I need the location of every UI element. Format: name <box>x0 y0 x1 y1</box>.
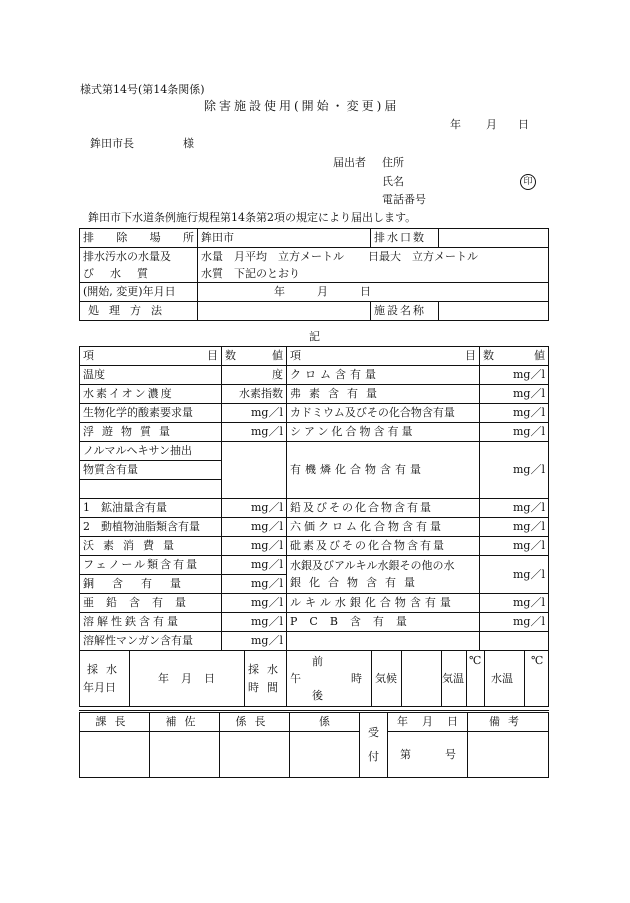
remarks-label: 備考 <box>468 712 549 732</box>
left-item: 温度 <box>80 366 222 385</box>
water-values[interactable]: 水量 月平均 立方メートル 日最大 立方メートル 水質 下記のとおり <box>198 248 549 283</box>
statement: 鉾田市下水道条例施行規程第14条第2項の規定により届出します。 <box>88 211 417 224</box>
chief-label: 課長 <box>80 712 150 732</box>
left-item: 1 鉱油量含有量 <box>80 499 222 518</box>
remarks-value[interactable] <box>468 732 549 778</box>
info-table <box>79 228 549 321</box>
staff-label: 係 <box>290 712 360 732</box>
sampling-time-value[interactable]: 前 午 時 後 <box>287 651 372 707</box>
section-chief-stamp[interactable] <box>220 732 290 778</box>
right-item: 弗素含有量 <box>287 385 480 404</box>
right-item: 鉛及びその化合物含有量 <box>287 499 480 518</box>
header-value-right: 数 値 <box>480 347 549 366</box>
left-item: 溶解性マンガン含有量 <box>80 632 222 651</box>
left-unit[interactable]: mg／l <box>222 537 287 556</box>
left-item: 銅含有量 <box>80 575 222 594</box>
left-unit[interactable]: mg／l <box>222 613 287 632</box>
right-unit[interactable]: mg／l <box>480 499 549 518</box>
right-item: クロム含有量 <box>287 366 480 385</box>
outlet-value[interactable] <box>439 229 549 248</box>
right-unit[interactable]: mg／l <box>480 594 549 613</box>
right-item: 有機燐化合物含有量 <box>287 442 480 499</box>
weather-label: 気候 <box>372 651 402 707</box>
right-unit[interactable]: mg／l <box>480 613 549 632</box>
water-temp-value[interactable]: ℃ <box>525 651 549 707</box>
sampling-date-value[interactable]: 年 月 日 <box>130 651 245 707</box>
section-chief-label: 係長 <box>220 712 290 732</box>
method-label: 処理方法 <box>80 302 198 321</box>
right-unit[interactable]: mg／l <box>480 366 549 385</box>
water-temp-label: 水温 <box>485 651 525 707</box>
applicant-address-label: 住所 <box>382 156 404 169</box>
outlet-label: 排水口数 <box>371 229 439 248</box>
right-unit[interactable]: mg／l <box>480 518 549 537</box>
left-item: 沃素消費量 <box>80 537 222 556</box>
left-unit[interactable] <box>222 442 287 499</box>
facility-value[interactable] <box>439 302 549 321</box>
received-label: 受 付 <box>360 712 388 778</box>
facility-label: 施設名称 <box>371 302 439 321</box>
method-value[interactable] <box>198 302 371 321</box>
left-unit[interactable]: mg／l <box>222 556 287 575</box>
right-item-empty <box>287 632 480 651</box>
left-item: 溶解性鉄含有量 <box>80 613 222 632</box>
right-item: 水銀及びアルキル水銀その他の水 銀化合物含有量 <box>287 556 480 594</box>
office-table <box>79 710 549 778</box>
received-number[interactable]: 第 号 <box>388 732 468 778</box>
sampling-table <box>79 650 549 707</box>
applicant-phone-label: 電話番号 <box>382 193 426 206</box>
right-unit[interactable]: mg／l <box>480 442 549 499</box>
assistant-label: 補佐 <box>150 712 220 732</box>
left-unit[interactable]: mg／l <box>222 423 287 442</box>
location-value[interactable]: 鉾田市 <box>198 229 371 248</box>
sampling-date-label: 採水 年月日 <box>80 651 130 707</box>
submission-year: 年 <box>450 118 461 131</box>
start-date-label: (開始, 変更)年月日 <box>80 283 198 302</box>
left-unit[interactable]: 度 <box>222 366 287 385</box>
right-unit-empty <box>480 632 549 651</box>
form-number: 様式第14号(第14条関係) <box>80 83 205 96</box>
header-item-right: 項 目 <box>287 347 480 366</box>
left-unit[interactable]: mg／l <box>222 594 287 613</box>
record-heading: 記 <box>309 330 320 343</box>
left-unit[interactable]: mg／l <box>222 404 287 423</box>
right-item: 六価クロム化合物含有量 <box>287 518 480 537</box>
left-item: 物質含有量 <box>80 461 222 480</box>
left-unit[interactable]: mg／l <box>222 632 287 651</box>
location-label: 排 除 場 所 <box>80 229 198 248</box>
page-title: 除害施設使用(開始・変更)届 <box>204 99 400 113</box>
right-item: カドミウム及びその化合物含有量 <box>287 404 480 423</box>
right-unit[interactable]: mg／l <box>480 404 549 423</box>
left-item-spacer <box>80 480 222 499</box>
addressee-name: 鉾田市長 <box>90 137 134 150</box>
submission-day: 日 <box>518 118 529 131</box>
seal-mark-icon: 印 <box>520 174 536 190</box>
right-unit[interactable]: mg／l <box>480 556 549 594</box>
staff-stamp[interactable] <box>290 732 360 778</box>
applicant-label: 届出者 <box>333 156 366 169</box>
left-item: 浮遊物質量 <box>80 423 222 442</box>
left-unit[interactable]: mg／l <box>222 575 287 594</box>
submission-month: 月 <box>486 118 497 131</box>
left-item: 亜鉛含有量 <box>80 594 222 613</box>
addressee-honorific: 様 <box>183 137 194 150</box>
right-item: PCB含有量 <box>287 613 480 632</box>
left-unit[interactable]: 水素指数 <box>222 385 287 404</box>
right-item: シアン化合物含有量 <box>287 423 480 442</box>
right-item: ルキル水銀化合物含有量 <box>287 594 480 613</box>
left-item: ノルマルヘキサン抽出 <box>80 442 222 461</box>
left-item: フェノール類含有量 <box>80 556 222 575</box>
air-temp-label: 気温 <box>442 651 467 707</box>
air-temp-value[interactable]: ℃ <box>467 651 485 707</box>
left-unit[interactable]: mg／l <box>222 518 287 537</box>
water-label: 排水汚水の水量及 び水質 <box>80 248 198 283</box>
right-unit[interactable]: mg／l <box>480 385 549 404</box>
left-item: 水素イオン濃度 <box>80 385 222 404</box>
left-item: 2 動植物油脂類含有量 <box>80 518 222 537</box>
received-date[interactable]: 年 月 日 <box>388 712 468 732</box>
header-item-left: 項 目 <box>80 347 222 366</box>
sampling-time-label: 採水 時間 <box>245 651 287 707</box>
left-item: 生物化学的酸素要求量 <box>80 404 222 423</box>
chief-stamp[interactable] <box>80 732 150 778</box>
weather-value[interactable] <box>402 651 442 707</box>
right-unit[interactable]: mg／l <box>480 423 549 442</box>
applicant-name-label: 氏名 <box>382 175 404 188</box>
quality-table <box>79 346 549 651</box>
right-item: 砒素及びその化合物含有量 <box>287 537 480 556</box>
right-unit[interactable]: mg／l <box>480 537 549 556</box>
start-date-value[interactable]: 年 月 日 <box>198 283 549 302</box>
left-unit[interactable]: mg／l <box>222 499 287 518</box>
header-value-left: 数 値 <box>222 347 287 366</box>
assistant-stamp[interactable] <box>150 732 220 778</box>
